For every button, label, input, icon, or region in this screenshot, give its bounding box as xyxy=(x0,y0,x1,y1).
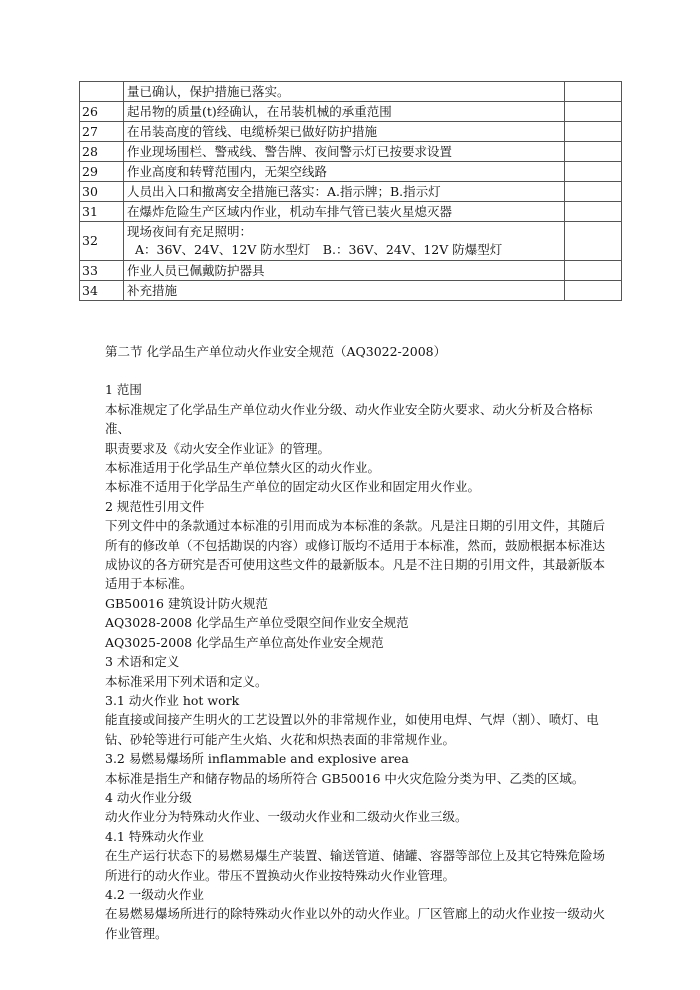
paragraph-line: 所有的修改单（不包括勘误的内容）或修订版均不适用于本标准，然而，鼓励根据本标准达 xyxy=(105,537,606,553)
row-text: 补充措施 xyxy=(124,281,565,301)
row-text-line: A：36V、24V、12V 防水型灯 B.：36V、24V、12V 防爆型灯 xyxy=(135,242,503,257)
row-text xyxy=(124,222,565,261)
heading-scope: 1 范围 xyxy=(105,382,142,398)
reference-item: AQ3028-2008 化学品生产单位受限空间作业安全规范 xyxy=(105,615,409,631)
row-text: 人员出入口和撤离安全措施已落实：A.指示牌；B.指示灯 xyxy=(124,182,565,202)
row-text: 作业高度和转臂范围内，无架空线路 xyxy=(124,162,565,182)
paragraph-line: 适用于本标准。 xyxy=(105,576,193,592)
heading-terms: 3 术语和定义 xyxy=(105,654,180,670)
paragraph-line: 本标准采用下列术语和定义。 xyxy=(105,673,268,689)
section-body xyxy=(105,342,605,943)
row-text: 作业现场围栏、警戒线、警告牌、夜间警示灯已按要求设置 xyxy=(124,142,565,162)
paragraph-line: 动火作业分为特殊动火作业、一级动火作业和二级动火作业三级。 xyxy=(105,809,468,825)
row-number: 33 xyxy=(80,261,124,281)
row-text: 量已确认，保护措施已落实。 xyxy=(124,82,565,102)
row-check-cell xyxy=(565,261,622,281)
reference-item: GB50016 建筑设计防火规范 xyxy=(105,595,268,611)
row-check-cell xyxy=(565,122,622,142)
row-check-cell xyxy=(565,102,622,122)
row-check-cell xyxy=(565,142,622,162)
paragraph-line: 作业管理。 xyxy=(105,925,168,941)
row-check-cell xyxy=(565,281,622,301)
table-row xyxy=(80,222,622,261)
paragraph-line: 在生产运行状态下的易燃易爆生产装置、输送管道、储罐、容器等部位上及其它特殊危险场 xyxy=(105,848,606,864)
row-check-cell xyxy=(565,162,622,182)
subheading: 4.2 一级动火作业 xyxy=(105,886,204,902)
paragraph-line: 下列文件中的条款通过本标准的引用而成为本标准的条款。凡是注日期的引用文件，其随后 xyxy=(105,518,606,534)
paragraph-line: 所进行的动火作业。带压不置换动火作业按特殊动火作业管理。 xyxy=(105,867,456,883)
row-text-line: 现场夜间有充足照明： xyxy=(127,224,253,239)
table-row xyxy=(80,122,622,142)
row-text: 在吊装高度的管线、电缆桥架已做好防护措施 xyxy=(124,122,565,142)
table-row xyxy=(80,261,622,281)
table-row xyxy=(80,142,622,162)
section-title: 第二节 化学品生产单位动火作业安全规范（AQ3022-2008） xyxy=(105,344,447,359)
paragraph-line: 职责要求及《动火安全作业证》的管理。 xyxy=(105,440,331,456)
paragraph-line: 本标准是指生产和储存物品的场所符合 GB50016 中火灾危险分类为甲、乙类的区域。 xyxy=(105,770,585,786)
table-row xyxy=(80,182,622,202)
row-text: 起吊物的质量(t)经确认，在吊装机械的承重范围 xyxy=(124,102,565,122)
row-check-cell xyxy=(565,202,622,222)
row-number: 32 xyxy=(80,222,124,261)
row-check-cell xyxy=(565,82,622,102)
table-row xyxy=(80,82,622,102)
term-heading: 3.2 易燃易爆场所 inflammable and explosive area xyxy=(105,751,409,767)
table-row xyxy=(80,202,622,222)
subheading: 4.1 特殊动火作业 xyxy=(105,828,204,844)
paragraph-line: 成协议的各方研究是否可使用这些文件的最新版本。凡是不注日期的引用文件，其最新版本 xyxy=(105,557,606,573)
row-number: 27 xyxy=(80,122,124,142)
row-number: 30 xyxy=(80,182,124,202)
row-number: 26 xyxy=(80,102,124,122)
row-check-cell xyxy=(565,182,622,202)
table-row xyxy=(80,102,622,122)
paragraph-line: 能直接或间接产生明火的工艺设置以外的非常规作业，如使用电焊、气焊（割）、喷灯、电 xyxy=(105,712,599,728)
row-number: 31 xyxy=(80,202,124,222)
row-text: 作业人员已佩戴防护器具 xyxy=(124,261,565,281)
heading-normative-references: 2 规范性引用文件 xyxy=(105,498,205,514)
paragraph-line: 本标准适用于化学品生产单位禁火区的动火作业。 xyxy=(105,460,381,476)
row-number xyxy=(80,82,124,102)
row-number: 28 xyxy=(80,142,124,162)
row-number: 29 xyxy=(80,162,124,182)
table-row xyxy=(80,281,622,301)
paragraph-line: 钻、砂轮等进行可能产生火焰、火花和炽热表面的非常规作业。 xyxy=(105,731,456,747)
heading-classification: 4 动火作业分级 xyxy=(105,789,192,805)
paragraph-line: 在易燃易爆场所进行的除特殊动火作业以外的动火作业。厂区管廊上的动火作业按一级动火 xyxy=(105,906,606,922)
row-number: 34 xyxy=(80,281,124,301)
row-check-cell xyxy=(565,222,622,261)
table-row xyxy=(80,162,622,182)
row-text: 在爆炸危险生产区域内作业，机动车排气管已装火星熄灭器 xyxy=(124,202,565,222)
term-heading: 3.1 动火作业 hot work xyxy=(105,692,240,708)
safety-checklist-table xyxy=(79,81,622,301)
reference-item: AQ3025-2008 化学品生产单位高处作业安全规范 xyxy=(105,634,384,650)
paragraph-line: 本标准不适用于化学品生产单位的固定动火区作业和固定用火作业。 xyxy=(105,479,481,495)
paragraph-line: 本标准规定了化学品生产单位动火作业分级、动火作业安全防火要求、动火分析及合格标准、 xyxy=(105,401,593,437)
